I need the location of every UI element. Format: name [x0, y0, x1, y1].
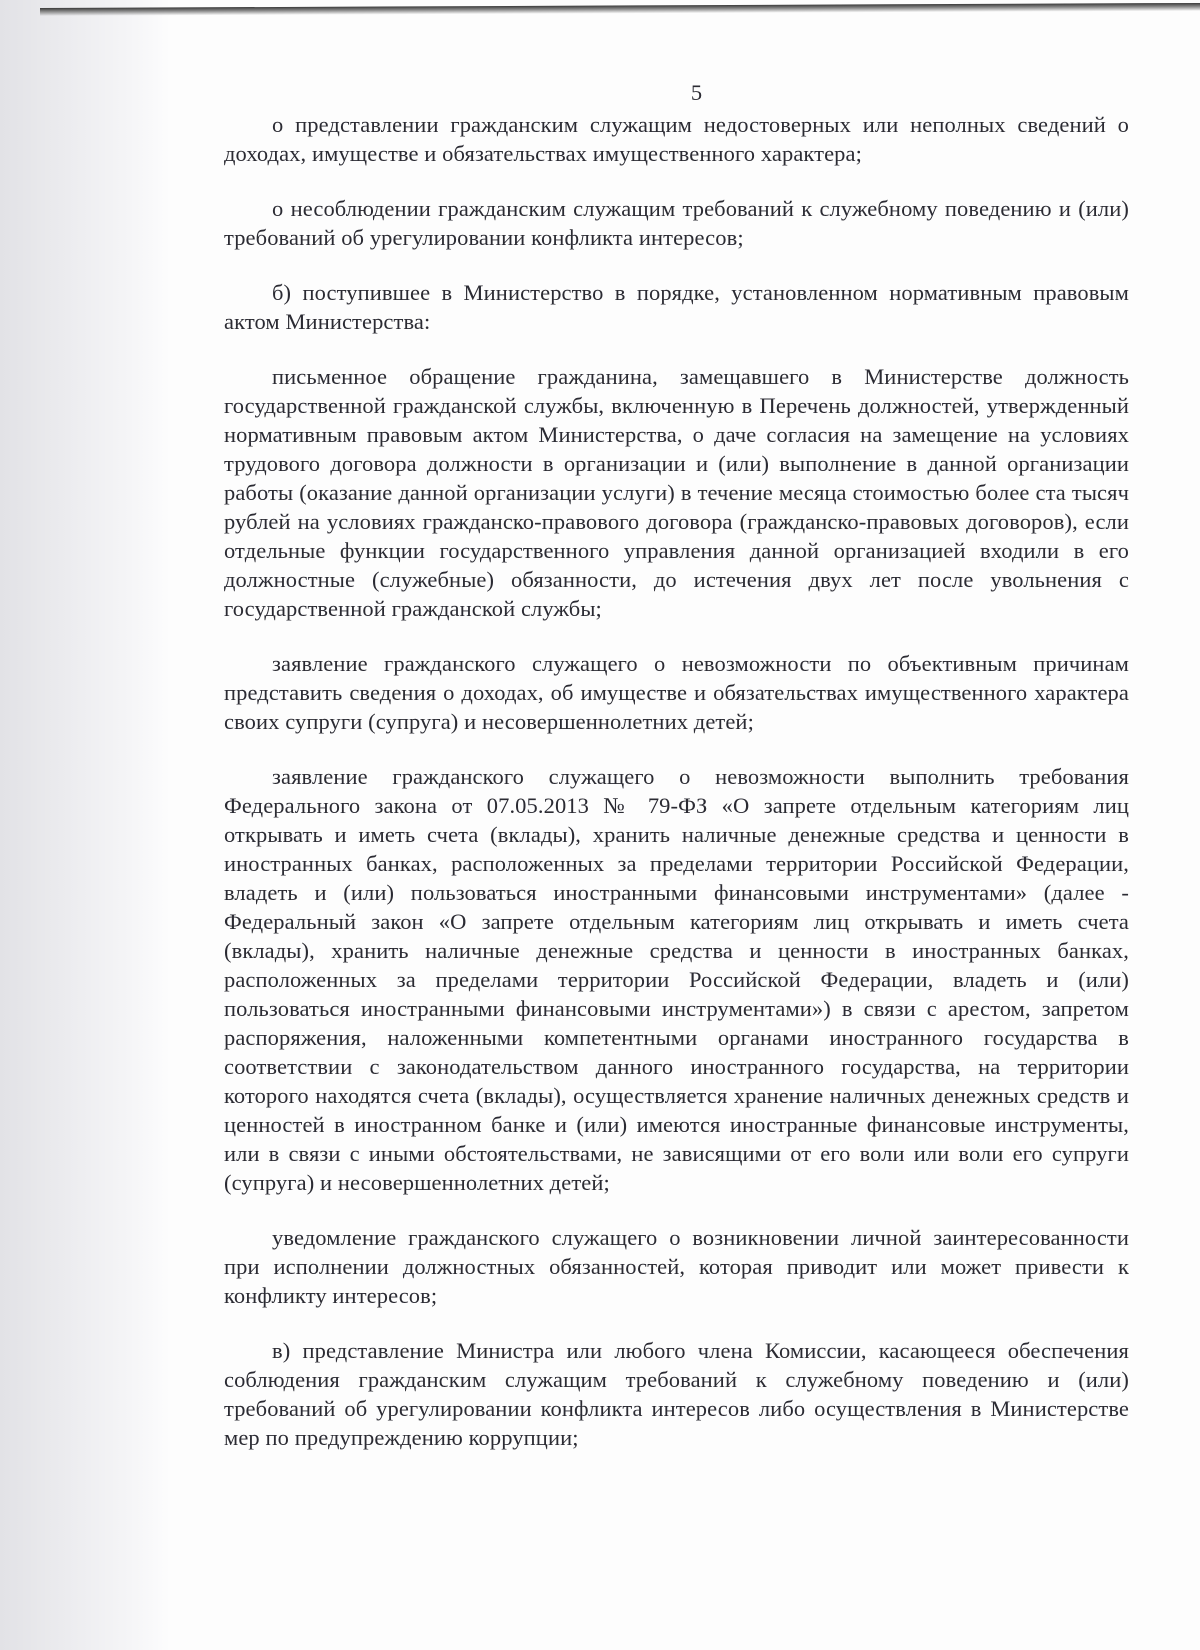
- page-top-edge: [40, 3, 1200, 16]
- paragraph-citizen-appeal: письменное обращение гражданина, замещавшего в Министерстве должность государственной гражданской службы, включенную в Перечень должностей, утвержденный нормативным правовым актом Министерства, о даче согласия на замещение на условиях трудового договора должности в организации и (или) выполнение в данной организации работы (оказание данной организации услуги) в течение месяца стоимостью более ста тысяч рублей на условиях гражданско-правового договора (гражданско-правовых договоров), если отдельные функции государственного управления данной организацией входили в его должностные (служебные) обязанности, до истечения двух лет после увольнения с государственной гражданской службы;: [224, 364, 1129, 621]
- paragraph-conflict-notice: уведомление гражданского служащего о возникновении личной заинтересованности при исполнении должностных обязанностей, которая приводит или может привести к конфликту интересов;: [224, 1225, 1129, 1308]
- paragraph-non-compliance: о несоблюдении гражданским служащим требований к служебному поведению и (или) требований об урегулировании конфликта интересов;: [224, 196, 1129, 250]
- paragraph-item-b: б) поступившее в Министерство в порядке, установленном нормативным правовым актом Министерства:: [224, 280, 1129, 334]
- document-body: [224, 78, 1129, 1476]
- paragraph-income-statement: заявление гражданского служащего о невозможности по объективным причинам представить сведения о доходах, об имуществе и обязательствах имущественного характера своих супруги (супруга) и несовершеннолетних детей;: [224, 651, 1129, 734]
- paragraph-foreign-accounts: заявление гражданского служащего о невозможности выполнить требования Федерального закона от 07.05.2013 № 79-ФЗ «О запрете отдельным категориям лиц открывать и иметь счета (вклады), хранить наличные денежные средства и ценности в иностранных банках, расположенных за пределами территории Российской Федерации, владеть и (или) пользоваться иностранными финансовыми инструментами» (далее - Федеральный закон «О запрете отдельным категориям лиц открывать и иметь счета (вклады), хранить наличные денежные средства и ценности в иностранных банках, расположенных за пределами территории Российской Федерации, владеть и (или) пользоваться иностранными финансовыми инструментами») в связи с арестом, запретом распоряжения, наложенными компетентными органами иностранного государства в соответствии с законодательством данного иностранного государства, на территории которого находятся счета (вклады), осуществляется хранение наличных денежных средств и ценностей в иностранном банке и (или) имеются иностранные финансовые инструменты, или в связи с иными обстоятельствами, не зависящими от его воли или воли его супруги (супруга) и несовершеннолетних детей;: [224, 764, 1129, 1195]
- binding-shadow: [0, 0, 170, 1650]
- page-number: 5: [690, 80, 703, 105]
- paragraph-false-information: о представлении гражданским служащим недостоверных или неполных сведений о доходах, имуществе и обязательствах имущественного характера;: [224, 112, 1129, 166]
- paragraph-item-v: в) представление Министра или любого члена Комиссии, касающееся обеспечения соблюдения гражданским служащим требований к служебному поведению и (или) требований об урегулировании конфликта интересов либо осуществления в Министерстве мер по предупреждению коррупции;: [224, 1338, 1129, 1450]
